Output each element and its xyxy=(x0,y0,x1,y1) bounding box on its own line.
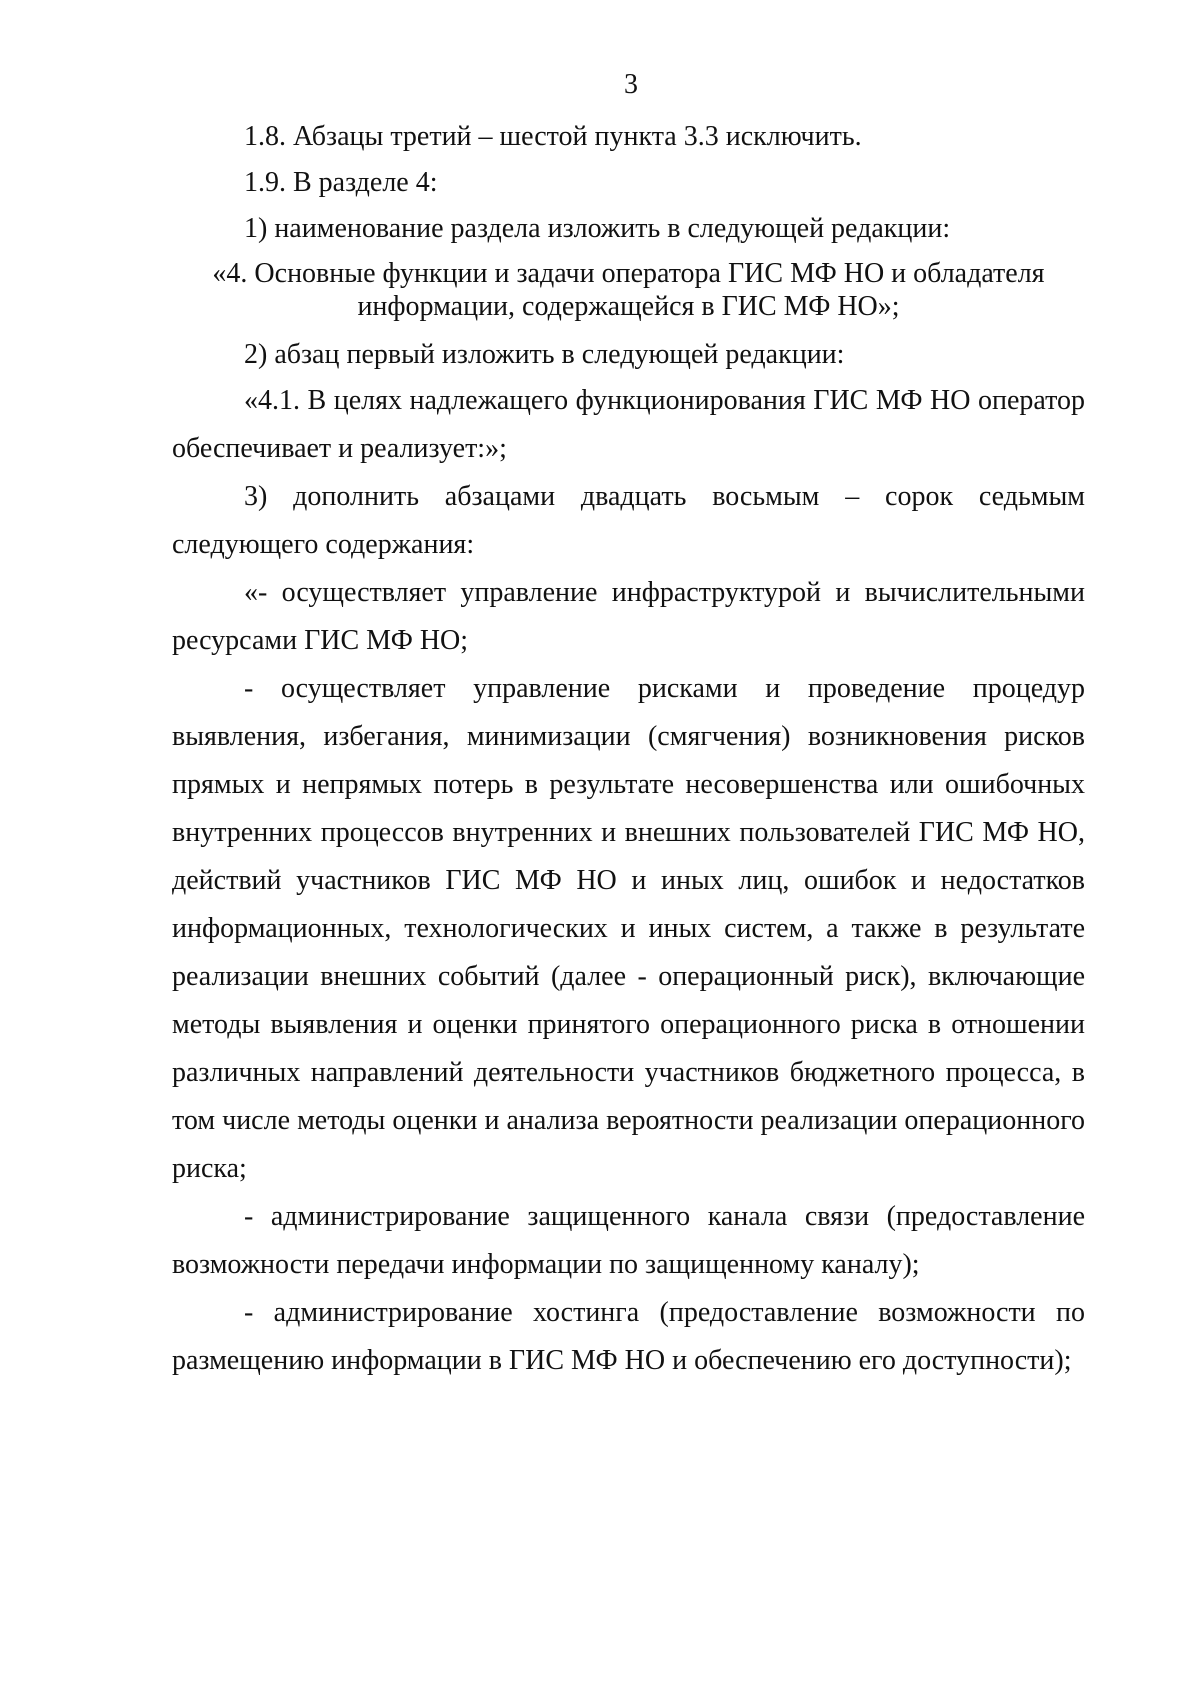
paragraph-item-3: 3) дополнить абзацами двадцать восьмым – сорок седьмым следующего содержания: xyxy=(172,481,1085,560)
section-heading-quote xyxy=(172,253,1085,329)
section-heading-line-1: «4. Основные функции и задачи оператора ГИС МФ НО и обладателя xyxy=(212,258,1045,289)
section-heading-line-2: информации, содержащейся в ГИС МФ НО»; xyxy=(357,291,900,322)
paragraph-1-9: 1.9. В разделе 4: xyxy=(244,167,438,198)
paragraph-4-1-quote: «4.1. В целях надлежащего функционирования ГИС МФ НО оператор обеспечивает и реализует:»; xyxy=(172,385,1085,464)
page-number: 3 xyxy=(624,69,638,100)
paragraph-1-8: 1.8. Абзацы третий – шестой пункта 3.3 исключить. xyxy=(244,121,862,152)
paragraph-hosting: - администрирование хостинга (предоставление возможности по размещению информации в ГИС МФ НО и обеспечению его доступности); xyxy=(172,1297,1085,1376)
paragraph-infrastructure: «- осуществляет управление инфраструктурой и вычислительными ресурсами ГИС МФ НО; xyxy=(172,577,1085,656)
paragraph-item-2: 2) абзац первый изложить в следующей редакции: xyxy=(244,339,845,370)
paragraph-risk-management: - осуществляет управление рисками и проведение процедур выявления, избегания, минимизации (смягчения) возникновения рисков прямых и непрямых потерь в результате несовершенства или ошибочных внутренних процессов внутренних и внешних пользователей ГИС МФ НО, действий участников ГИС МФ НО и иных лиц, ошибок и недостатков информационных, технологических и иных систем, а также в результате реализации внешних событий (далее - операционный риск), включающие методы выявления и оценки принятого операционного риска в отношении различных направлений деятельности участников бюджетного процесса, в том числе методы оценки и анализа вероятности реализации операционного риска; xyxy=(172,673,1085,1184)
document-body xyxy=(172,113,1085,1385)
paragraph-item-1: 1) наименование раздела изложить в следующей редакции: xyxy=(244,213,951,244)
paragraph-secure-channel: - администрирование защищенного канала связи (предоставление возможности передачи информации по защищенному каналу); xyxy=(172,1201,1085,1280)
